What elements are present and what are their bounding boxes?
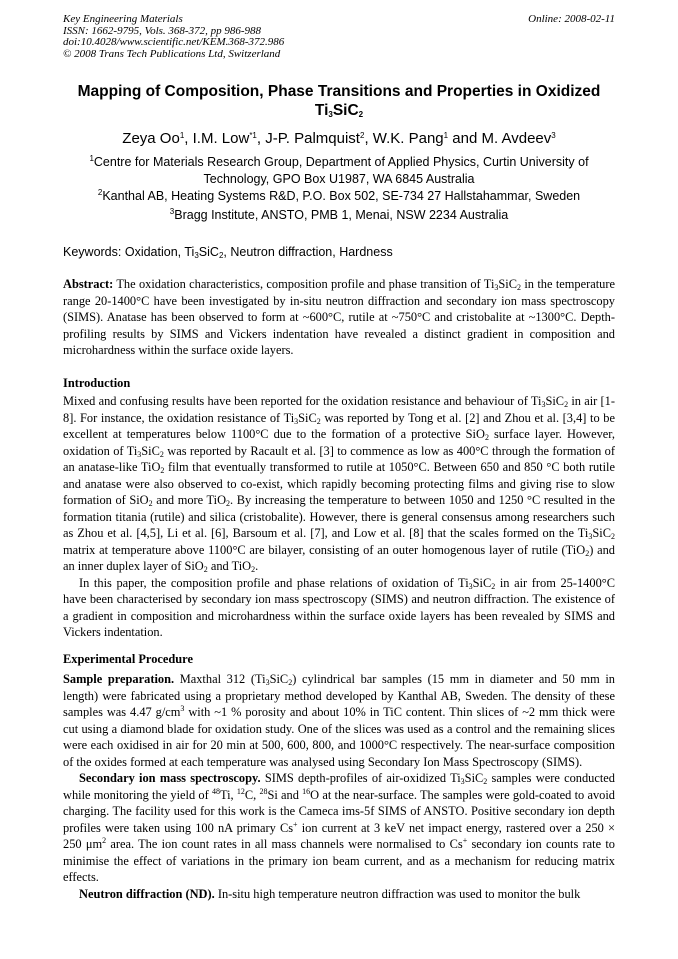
section-heading-experimental: Experimental Procedure [63,652,193,666]
title-line-2: $Ti_3SiC_2$ [314,102,364,119]
doi-line: doi:10.4028/www.scientific.net/KEM.368-372.986 [63,36,285,48]
author: Zeya Oo$^1$, [122,130,193,147]
abstract: Abstract: The oxidation characteristics, composition profile and phase transition of $Ti_3SiC_2$ in the temperature range 20-1400°C have been investigated by in-situ neutron diffraction and secondary ion mass spectroscopy (SIMS). Anatase has been observed to form at ~600°C, rutile at ~750°C and cristobalite at ~1300°C. Depth-profiling results by SIMS and Vickers indentation have revealed a distinct gradient in composition and microhardness within the surface oxide layers. [63,277,615,357]
author: W.K. Pang$^1$ and [372,130,482,147]
affiliation-3: $^3$Bragg Institute, ANSTO, PMB 1, Menai, NSW 2234 Australia [169,207,509,222]
paragraph: Sample preparation. Maxthal 312 $(Ti_3SiC_2)$ cylindrical bar samples (15 mm in diameter and 50 mm in length) were fabricated using a proprietary method developed by Kanthal AB, Sweden. The density of these samples was 4.47 $g/cm^3$ with ~1 % porosity and about 10% in TiC content. Thin slices of ~2 mm thick were cut using a diamond blade for oxidation study. One of the slices was used as a control and the remaining slices were each oxidised in air for 20 min at 500, 600, 800, and 1000°C respectively. The near-surface composition of the oxides formed at each temperature was analysed using Secondary Ion Mass Spectroscopy (SIMS). [63,672,616,769]
author: M. Avdeev$^3$ [481,130,556,147]
title-line-1: Mapping of Composition, Phase Transitions and Properties in Oxidized [77,83,601,100]
paper-title [40,82,638,120]
journal-name: Key Engineering Materials [63,13,183,25]
journal-header [63,14,423,60]
affiliation-1: $^1$Centre for Materials Research Group, Department of Applied Physics, Curtin University of Technology, GPO Box U1987, WA 6845 Australia [89,154,589,186]
paragraph: Mixed and confusing results have been reported for the oxidation resistance and behaviour of $Ti_3SiC_2$ in air [1-8]. For instance, the oxidation resistance of $Ti_3SiC_2$ was reported by Tong et al. [2] and Zhou et al. [3,4] to be excellent at temperatures below 1100°C due to the formation of a protective SiO$_2$ surface layer. However, oxidation of $Ti_3SiC_2$ was reported by Racault et al. [3] to commence as low as 400°C through the formation of an anatase-like TiO$_2$ film that eventually transformed to rutile at 1050°C. Between 650 and 850 °C both rutile and anatase were also observed to co-exist, which rapidly becoming protecting films and giving rise to slow formation of SiO$_2$ and more TiO$_2$. By increasing the temperature to between 1050 and 1250 °C resulted in the formation titania (rutile) and silica (cristobalite). However, there is general consensus among researchers such as Zhou et al. [4,5], Li et al. [6], Barsoum et al. [7], and Low et al. [8] that the scales formed on the $Ti_3SiC_2$ matrix at temperature above 1100°C are bilayer, consisting of an outer homogenous layer of rutile (TiO$_2$) and an inner duplex layer of SiO$_2$ and TiO$_2$. [63,394,616,574]
section-heading-introduction: Introduction [63,376,131,390]
author-list [40,129,638,148]
experimental-body [63,671,615,902]
paragraph: In this paper, the composition profile and phase relations of oxidation of $Ti_3SiC_2$ in air from 25-1400°C have been characterised by secondary ion mass spectroscopy (SIMS) and neutron diffraction. The existence of a gradient in composition and microhardness within the surface oxide layers has been revealed by SIMS and Vickers indentation. [63,575,615,639]
author: J-P. Palmquist$^2$, [265,130,373,147]
copyright-line: © 2008 Trans Tech Publications Ltd, Switzerland [63,47,281,60]
online-date: Online: 2008-02-11 [528,13,615,25]
introduction-body [63,393,615,641]
paragraph: Secondary ion mass spectroscopy. SIMS depth-profiles of air-oxidized $Ti_3SiC_2$ samples were conducted while monitoring the yield of $^{48}$Ti, $^{12}$C, $^{28}$Si and $^{16}$O at the near-surface. The samples were gold-coated to avoid charging. The facility used for this work is the Cameca ims-5f SIMS of ANSTO. Positive secondary ion depth profiles were taken using 100 nA primary Cs+ ion current at 3 keV net impact energy, rastered over a 250 × 250 $\mu m^2$ area. The ion count rates in all mass channels were normalised to Cs+ secondary ion counts rate to minimise the effect of variations in the primary ion beam current, and as a mechanism for reducing matrix effects. [63,771,616,884]
issn-line: ISSN: 1662-9795, Vols. 368-372, pp 986-988 [63,24,261,37]
author: I.M. Low$^{*1}$, [192,130,266,147]
paragraph: Neutron diffraction (ND). In-situ high temperature neutron diffraction was used to monitor the bulk [79,886,581,901]
affiliation-2: $^2$Kanthal AB, Heating Systems R&D, P.O. Box 502, SE-734 27 Hallstahammar, Sweden [97,188,581,203]
keywords: Keywords: Oxidation, $Ti_3SiC_2$, Neutron diffraction, Hardness [63,245,393,260]
abstract-label: Abstract: [63,277,114,291]
